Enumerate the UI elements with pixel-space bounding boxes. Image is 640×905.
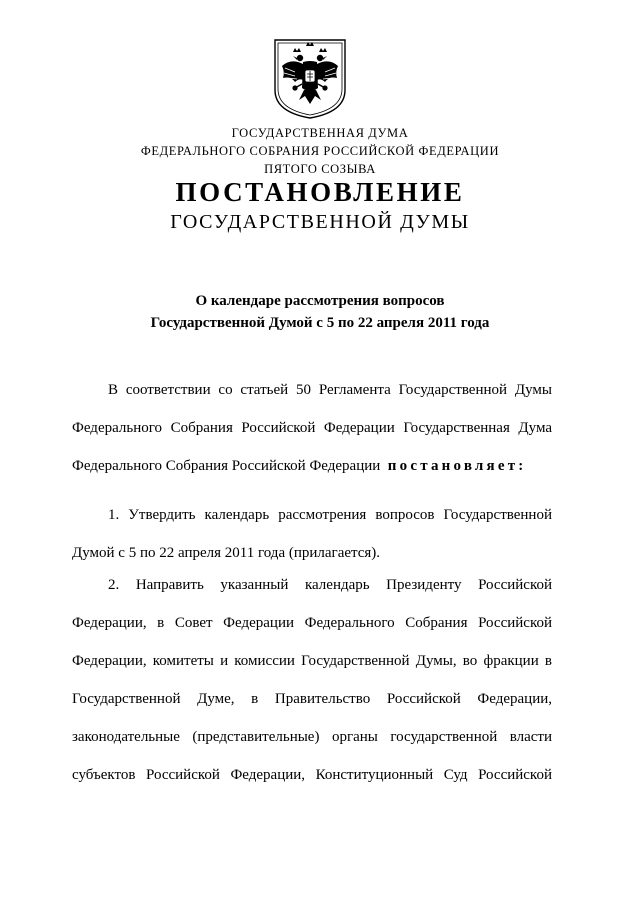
item-2-line-4: Государственной Думе, в Правительство Российской Федерации, xyxy=(72,691,552,707)
preamble-line-3 xyxy=(72,447,552,485)
item-1-line-2: Думой с 5 по 22 апреля 2011 года (прилагается). xyxy=(72,545,381,561)
item-2-line-2: Федерации, в Совет Федерации Федерального Собрания Российской xyxy=(72,615,552,631)
item-2-line-5: законодательные (представительные) органы государственной власти xyxy=(72,729,552,745)
issuer-line-2: ФЕДЕРАЛЬНОГО СОБРАНИЯ РОССИЙСКОЙ ФЕДЕРАЦИИ xyxy=(140,144,500,158)
document-type-subtitle: ГОСУДАРСТВЕННОЙ ДУМЫ xyxy=(170,211,470,233)
item-2-line-6: субъектов Российской Федерации, Конституционный Суд Российской xyxy=(72,767,552,783)
resolution-heading-line-1: О календаре рассмотрения вопросов xyxy=(195,293,445,309)
issuer-line-1: ГОСУДАРСТВЕННАЯ ДУМА xyxy=(231,126,409,140)
preamble-line-3-text: Федерального Собрания Российской Федерации xyxy=(72,458,381,474)
resolution-heading-line-2: Государственной Думой с 5 по 22 апреля 2011 года xyxy=(150,315,490,331)
russian-coat-of-arms-icon xyxy=(273,38,347,120)
issuer-line-3: ПЯТОГО СОЗЫВА xyxy=(264,162,376,176)
preamble-line-2: Федерального Собрания Российской Федерации Государственная Дума xyxy=(72,420,552,436)
preamble-paragraph xyxy=(72,371,552,485)
issuer-header xyxy=(0,124,640,178)
item-1-line-1: 1. Утвердить календарь рассмотрения вопросов Государственной xyxy=(108,507,552,523)
resolves-word: постановляет: xyxy=(387,458,527,474)
preamble-line-1: В соответствии со статьей 50 Регламента Государственной Думы xyxy=(108,382,552,398)
item-2-paragraph xyxy=(72,566,552,794)
resolution-heading xyxy=(0,290,640,334)
document-type-title: ПОСТАНОВЛЕНИЕ xyxy=(175,177,465,207)
item-2-line-1: 2. Направить указанный календарь Президенту Российской xyxy=(108,577,552,593)
item-2-line-3: Федерации, комитеты и комиссии Государственной Думы, во фракции в xyxy=(72,653,552,669)
item-1-paragraph xyxy=(72,496,552,572)
